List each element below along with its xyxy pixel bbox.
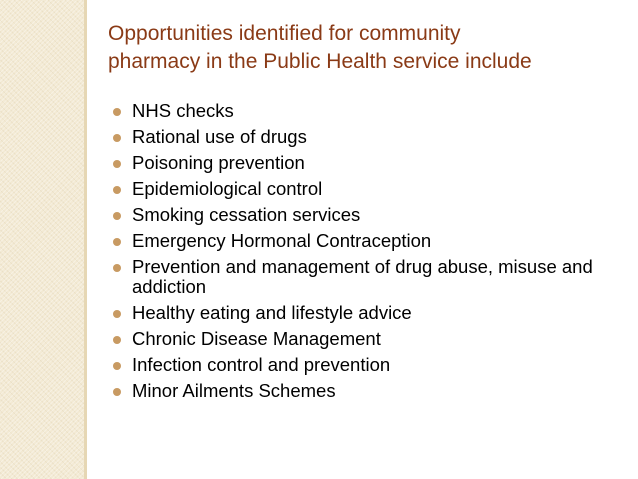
bullet-item-text: Rational use of drugs — [132, 126, 307, 147]
slide-title-line-1: Opportunities identified for community — [108, 22, 461, 45]
bullet-item-text: Infection control and prevention — [132, 354, 391, 375]
bullet-dot-icon — [113, 160, 121, 168]
bullet-item-text: NHS checks — [132, 100, 234, 121]
bullet-dot-icon — [113, 212, 121, 220]
slide-title-line-2: pharmacy in the Public Health service include — [108, 50, 532, 73]
bullet-item-healthy-eating — [113, 303, 623, 323]
bullet-dot-icon — [113, 108, 121, 116]
bullet-item-smoking-cessation — [113, 205, 623, 225]
decorative-sidebar — [0, 0, 84, 479]
bullet-dot-icon — [113, 362, 121, 370]
bullet-dot-icon — [113, 264, 121, 272]
bullet-item-minor-ailments — [113, 381, 623, 401]
bullet-item-text: Chronic Disease Management — [132, 328, 381, 349]
bullet-item-text: Healthy eating and lifestyle advice — [132, 302, 412, 323]
slide-title — [108, 20, 628, 76]
bullet-item-poisoning-prevention — [113, 153, 623, 173]
sidebar-edge-divider — [84, 0, 87, 479]
bullet-item-drug-abuse-prevention — [113, 257, 623, 297]
bullet-item-text: Epidemiological control — [132, 178, 323, 199]
bullet-item-text: Poisoning prevention — [132, 152, 305, 173]
bullet-dot-icon — [113, 336, 121, 344]
bullet-item-text: Smoking cessation services — [132, 204, 361, 225]
bullet-item-nhs-checks — [113, 101, 623, 121]
bullet-list — [113, 101, 623, 407]
bullet-item-text: Emergency Hormonal Contraception — [132, 230, 432, 251]
bullet-dot-icon — [113, 310, 121, 318]
bullet-dot-icon — [113, 238, 121, 246]
bullet-dot-icon — [113, 134, 121, 142]
bullet-dot-icon — [113, 388, 121, 396]
bullet-item-infection-control — [113, 355, 623, 375]
bullet-item-text: Prevention and management of drug abuse, misuse and addiction — [132, 256, 593, 297]
bullet-item-chronic-disease — [113, 329, 623, 349]
bullet-item-emergency-contraception — [113, 231, 623, 251]
bullet-item-text: Minor Ailments Schemes — [132, 380, 336, 401]
bullet-item-rational-use-of-drugs — [113, 127, 623, 147]
bullet-dot-icon — [113, 186, 121, 194]
bullet-item-epidemiological-control — [113, 179, 623, 199]
